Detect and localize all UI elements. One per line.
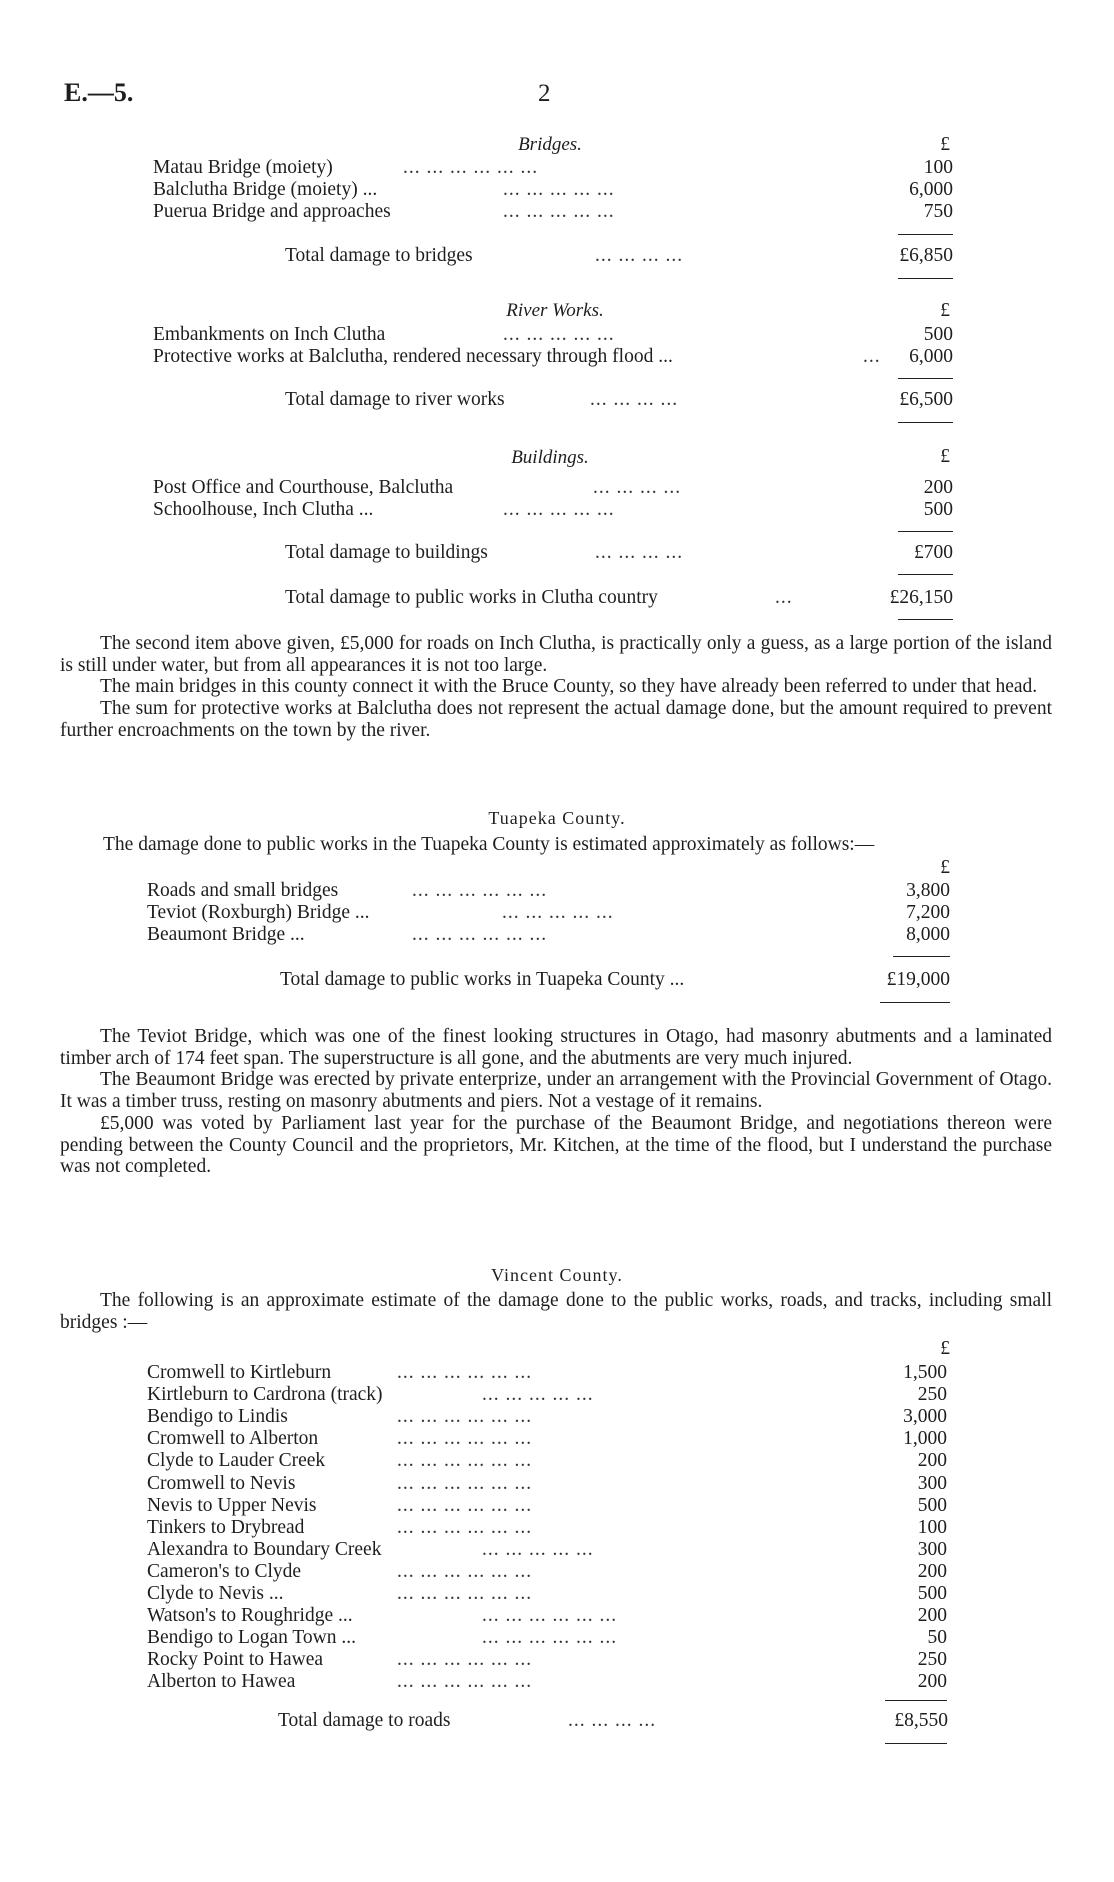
subtotal-rule: [898, 378, 953, 379]
subtotal-rule: [885, 1700, 947, 1701]
leader-dots: ... ... ... ... ... ...: [397, 1671, 533, 1693]
row-amount: 1,000: [903, 1428, 947, 1450]
leader-dots: ... ... ... ... ... ...: [397, 1406, 533, 1428]
row-label: Rocky Point to Hawea: [147, 1649, 324, 1671]
leader-dots: ... ... ... ... ... ...: [397, 1362, 533, 1383]
subtotal-rule: [898, 531, 953, 532]
vincent-heading: Vincent County.: [491, 1265, 623, 1285]
table-row: [153, 346, 953, 368]
total-rule: [898, 422, 953, 423]
tuapeka-intro: The damage done to public works in the Tuapeka County is estimated approximately as follows:—: [103, 834, 875, 855]
leader-dots: ... ... ... ... ... ...: [412, 880, 548, 901]
row-label: Roads and small bridges: [147, 880, 339, 901]
leader-dots: ... ... ... ... ...: [482, 1538, 594, 1560]
table-row: [147, 1428, 947, 1450]
row-label: Balclutha Bridge (moiety) ...: [153, 179, 378, 200]
page-number: 2: [538, 80, 551, 107]
grand-total-amount: £26,150: [889, 587, 953, 608]
leader-dots: ... ... ... ... ...: [503, 499, 615, 520]
row-label: Schoolhouse, Inch Clutha ...: [153, 499, 374, 520]
grand-total-label: Total damage to public works in Clutha country: [285, 587, 658, 608]
total-amount: £6,850: [899, 245, 953, 266]
vincent-intro: The following is an approximate estimate of the damage done to the public works, roads, and tracks, including small bridges :—: [60, 1290, 1052, 1333]
row-label: Cromwell to Kirtleburn: [147, 1362, 332, 1383]
table-row: [147, 1517, 947, 1539]
total-rule: [898, 619, 953, 620]
table-row: [147, 1605, 947, 1627]
leader-dots: ... ... ... ... ... ...: [397, 1428, 533, 1450]
row-amount: 750: [923, 201, 953, 222]
leader-dots: ...: [863, 346, 881, 367]
row-amount: 100: [923, 157, 953, 178]
total-row: [285, 389, 953, 411]
leader-dots: ... ... ... ... ... ...: [482, 1627, 618, 1649]
total-label: Total damage to river works: [285, 389, 505, 410]
paragraph: The sum for protective works at Balclutha does not represent the actual damage done, but the amount required to prevent further encroachments on the town by the river.: [60, 698, 1052, 741]
total-amount: £6,500: [899, 389, 953, 410]
row-label: Embankments on Inch Clutha: [153, 324, 386, 345]
currency-symbol: £: [940, 446, 950, 467]
row-label: Kirtleburn to Cardrona (track): [147, 1384, 383, 1406]
table-row: [147, 902, 950, 924]
table-row: [147, 1583, 947, 1605]
row-amount: 1,500: [903, 1362, 947, 1383]
table-row: [147, 1406, 947, 1428]
total-label: Total damage to bridges: [285, 245, 473, 266]
total-rule: [885, 1743, 947, 1744]
paragraph: The main bridges in this county connect it with the Bruce County, so they have already been referred to under that head.: [100, 676, 1038, 698]
paragraph: The second item above given, £5,000 for roads on Inch Clutha, is practically only a guess, as a large portion of the island is still under water, but from all appearances it is not too large.: [60, 633, 1052, 676]
table-row: [153, 477, 953, 499]
row-label: Cromwell to Alberton: [147, 1428, 319, 1450]
subtotal-rule: [893, 956, 950, 957]
row-amount: 200: [917, 1450, 947, 1472]
row-label: Nevis to Upper Nevis: [147, 1494, 317, 1516]
total-amount: £700: [914, 542, 953, 563]
row-label: Alberton to Hawea: [147, 1671, 296, 1693]
row-label: Bendigo to Lindis: [147, 1406, 288, 1428]
currency-symbol: £: [940, 300, 950, 321]
leader-dots: ... ... ... ... ...: [482, 1384, 594, 1406]
row-amount: 500: [923, 324, 953, 345]
leader-dots: ... ... ... ... ... ...: [397, 1516, 533, 1538]
row-amount: 6,000: [909, 179, 953, 200]
leader-dots: ... ... ... ... ...: [503, 324, 615, 345]
row-label: Post Office and Courthouse, Balclutha: [153, 477, 454, 498]
row-label: Cameron's to Clyde: [147, 1560, 302, 1582]
table-row: [153, 157, 953, 179]
row-label: Teviot (Roxburgh) Bridge ...: [147, 902, 370, 923]
row-amount: 250: [917, 1649, 947, 1671]
leader-dots: ... ... ... ... ... ...: [397, 1560, 533, 1582]
currency-symbol: £: [940, 134, 950, 155]
row-label: Alexandra to Boundary Creek: [147, 1538, 382, 1560]
row-amount: 3,000: [903, 1406, 947, 1428]
bridges-heading: Bridges.: [518, 134, 582, 155]
table-row: [147, 1362, 947, 1384]
tuapeka-heading: Tuapeka County.: [488, 808, 626, 828]
subtotal-rule: [898, 574, 953, 575]
total-label: Total damage to buildings: [285, 542, 488, 563]
row-amount: 200: [923, 477, 953, 498]
paragraph: £5,000 was voted by Parliament last year for the purchase of the Beaumont Bridge, and negotiations thereon were pending between the County Council and the proprietors, Mr. Kitchen, at the time of the flood, but I understand the purchase was not completed.: [60, 1112, 1052, 1178]
row-amount: 50: [927, 1627, 947, 1649]
leader-dots: ... ... ... ... ...: [503, 179, 615, 200]
table-row: [147, 1473, 947, 1495]
row-amount: 500: [923, 499, 953, 520]
total-amount: £19,000: [886, 969, 950, 990]
row-amount: 300: [917, 1472, 947, 1494]
row-amount: 250: [917, 1384, 947, 1406]
table-row: [147, 924, 950, 946]
river-works-heading: River Works.: [506, 300, 604, 321]
leader-dots: ... ... ... ...: [595, 245, 684, 266]
leader-dots: ... ... ... ...: [593, 477, 682, 498]
row-label: Watson's to Roughridge ...: [147, 1605, 353, 1627]
total-label: Total damage to roads: [278, 1710, 451, 1731]
paragraph: The Beaumont Bridge was erected by private enterprize, under an arrangement with the Provincial Government of Otago. It was a timber truss, resting on masonry abutments and piers. Not a vestage of it remains.: [60, 1069, 1052, 1113]
row-amount: 8,000: [906, 924, 950, 945]
total-row: [280, 969, 950, 991]
row-amount: 500: [917, 1583, 947, 1604]
leader-dots: ... ... ... ...: [568, 1710, 657, 1731]
leader-dots: ... ... ... ... ... ...: [482, 1605, 618, 1627]
leader-dots: ... ... ... ...: [595, 542, 684, 563]
currency-symbol: £: [940, 1338, 950, 1359]
table-row: [153, 201, 953, 223]
table-row: [147, 1539, 947, 1561]
table-row: [147, 1561, 947, 1583]
tuapeka-notes: [60, 1026, 1052, 1178]
row-label: Cromwell to Nevis: [147, 1472, 296, 1494]
table-row: [153, 179, 953, 201]
total-row: [285, 542, 953, 564]
leader-dots: ... ... ... ... ...: [503, 201, 615, 222]
row-label: Bendigo to Logan Town ...: [147, 1627, 356, 1649]
paragraph: The Teviot Bridge, which was one of the finest looking structures in Otago, had masonry abutments and a laminated timber arch of 174 feet span. The superstructure is all gone, and the abutments are very much injured.: [60, 1026, 1052, 1069]
row-amount: 500: [917, 1494, 947, 1516]
total-amount: £8,550: [894, 1710, 948, 1731]
total-label: Total damage to public works in Tuapeka County ...: [280, 969, 685, 990]
leader-dots: ...: [775, 587, 793, 608]
row-amount: 300: [917, 1538, 947, 1560]
leader-dots: ... ... ... ... ... ...: [397, 1450, 533, 1472]
table-row: [147, 1450, 947, 1472]
row-label: Clyde to Lauder Creek: [147, 1450, 326, 1472]
row-label: Clyde to Nevis ...: [147, 1583, 284, 1604]
grand-total-row: [285, 587, 953, 609]
table-row: [153, 499, 953, 521]
row-amount: 200: [917, 1560, 947, 1582]
leader-dots: ... ... ... ... ... ...: [397, 1583, 533, 1604]
leader-dots: ... ... ... ... ...: [502, 902, 614, 923]
table-row: [147, 1384, 947, 1406]
total-rule: [880, 1002, 950, 1003]
row-label: Protective works at Balclutha, rendered necessary through flood ...: [153, 346, 673, 367]
vincent-intro-block: [60, 1290, 1052, 1333]
leader-dots: ... ... ... ... ... ...: [397, 1649, 533, 1671]
table-row: [147, 1649, 947, 1671]
table-row: [147, 1627, 947, 1649]
row-label: Beaumont Bridge ...: [147, 924, 305, 945]
row-label: Puerua Bridge and approaches: [153, 201, 391, 222]
row-amount: 6,000: [909, 346, 953, 367]
row-amount: 3,800: [906, 880, 950, 901]
leader-dots: ... ... ... ... ... ...: [397, 1494, 533, 1516]
row-amount: 100: [917, 1516, 947, 1538]
table-row: [147, 1495, 947, 1517]
clutha-notes: [60, 633, 1052, 742]
table-row: [147, 880, 950, 902]
subtotal-rule: [898, 234, 953, 235]
document-reference: E.—5.: [64, 78, 134, 107]
row-amount: 200: [917, 1671, 947, 1693]
leader-dots: ... ... ... ...: [590, 389, 679, 410]
row-amount: 7,200: [906, 902, 950, 923]
currency-symbol: £: [940, 857, 950, 878]
table-row: [153, 324, 953, 346]
buildings-heading: Buildings.: [511, 447, 589, 468]
total-row: [285, 245, 953, 267]
leader-dots: ... ... ... ... ... ...: [412, 924, 548, 945]
leader-dots: ... ... ... ... ... ...: [403, 157, 539, 178]
table-row: [147, 1671, 947, 1693]
total-rule: [898, 278, 953, 279]
row-amount: 200: [917, 1605, 947, 1627]
total-row: [278, 1710, 948, 1732]
leader-dots: ... ... ... ... ... ...: [397, 1472, 533, 1494]
row-label: Tinkers to Drybread: [147, 1516, 305, 1538]
row-label: Matau Bridge (moiety): [153, 157, 333, 178]
